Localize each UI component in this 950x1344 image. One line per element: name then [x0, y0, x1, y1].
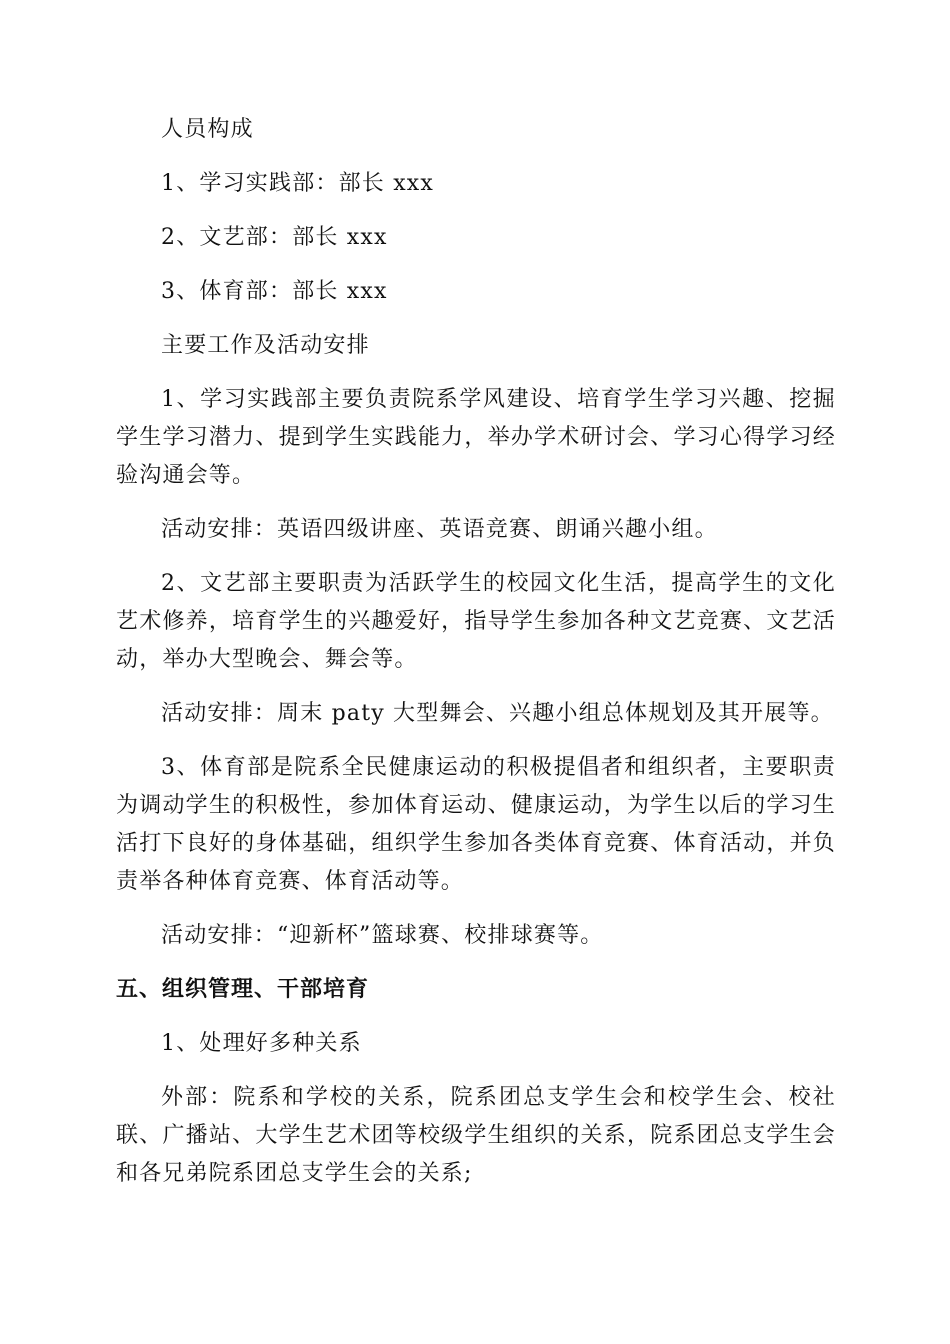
arts-dept-description: 2、文艺部主要职责为活跃学生的校园文化生活，提高学生的文化艺术修养，培育学生的兴趣爱好，指导学生参加各种文艺竞赛、文艺活动，举办大型晚会、舞会等。: [116, 571, 836, 672]
personnel-heading: 人员构成: [161, 117, 254, 142]
sports-dept-description: 3、体育部是院系全民健康运动的积极提倡者和组织者，主要职责为调动学生的积极性，参加体育运动、健康运动，为学生以后的学习生活打下良好的身体基础，组织学生参加各类体育竞赛、体育活动，并负责举各种体育竞赛、体育活动等。: [116, 755, 836, 894]
arts-dept-activities: 活动安排：周末 paty 大型舞会、兴趣小组总体规划及其开展等。: [161, 701, 834, 726]
study-dept-description: 1、学习实践部主要负责院系学风建设、培育学生学习兴趣、挖掘学生学习潜力、提到学生实践能力，举办学术研讨会、学习心得学习经验沟通会等。: [116, 387, 836, 488]
sports-dept-activities: 活动安排：“迎新杯”篮球赛、校排球赛等。: [161, 923, 604, 948]
study-dept-activities: 活动安排：英语四级讲座、英语竞赛、朗诵兴趣小组。: [161, 517, 718, 542]
section-5-item-1: 1、处理好多种关系: [161, 1031, 362, 1056]
work-heading: 主要工作及活动安排: [161, 333, 370, 358]
section-5-heading: 五、组织管理、干部培育: [116, 977, 370, 1002]
document-body: [116, 111, 836, 1209]
personnel-item-study: 1、学习实践部：部长 xxx: [161, 171, 435, 196]
personnel-item-arts: 2、文艺部：部长 xxx: [161, 225, 388, 250]
external-relations-paragraph: 外部：院系和学校的关系，院系团总支学生会和校学生会、校社联、广播站、大学生艺术团等校级学生组织的关系，院系团总支学生会和各兄弟院系团总支学生会的关系;: [116, 1085, 836, 1186]
personnel-item-sports: 3、体育部：部长 xxx: [161, 279, 388, 304]
